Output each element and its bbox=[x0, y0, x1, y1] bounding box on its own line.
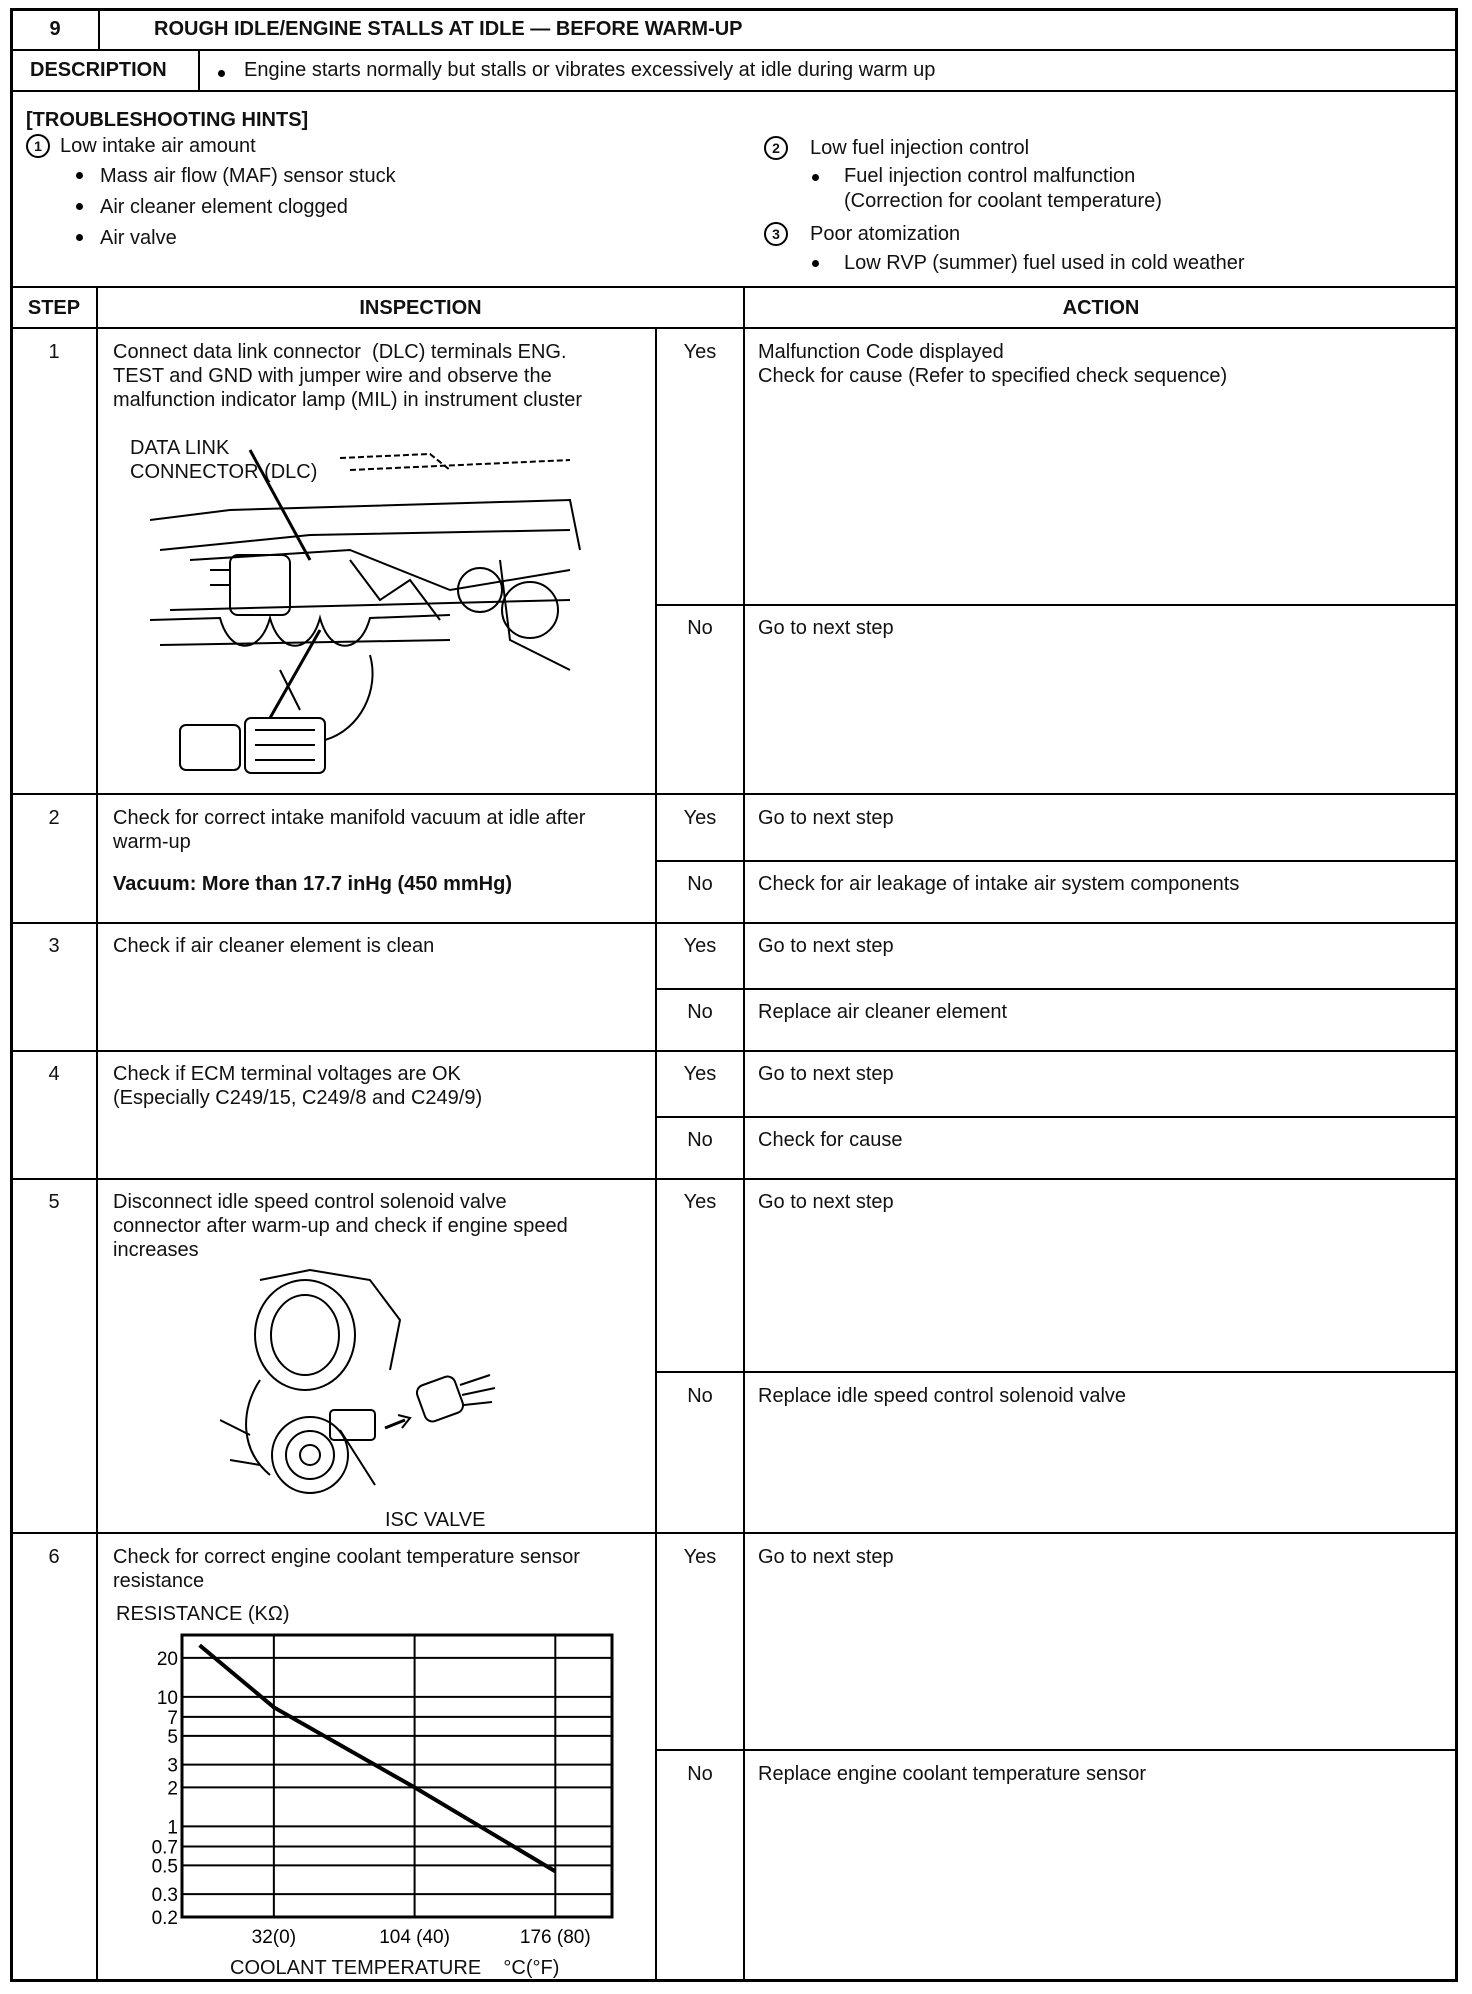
no-label: No bbox=[687, 1001, 713, 1023]
x-tick-label: 176 (80) bbox=[519, 1927, 591, 1948]
y-tick-label: 0.5 bbox=[151, 1856, 178, 1878]
step-number: 4 bbox=[48, 1063, 60, 1085]
step-inspection: Check if ECM terminal voltages are OK (Especially C249/15, C249/8 and C249/9) bbox=[113, 1063, 483, 1109]
step-number: 1 bbox=[48, 341, 60, 363]
rule bbox=[10, 922, 1458, 924]
resistance-curve bbox=[200, 1645, 556, 1871]
column-header-step: STEP bbox=[27, 297, 81, 319]
hint-1-item: Mass air flow (MAF) sensor stuck bbox=[100, 165, 396, 187]
yes-action: Go to next step bbox=[758, 1191, 894, 1213]
bullet-icon bbox=[76, 172, 83, 179]
hints-title: [TROUBLESHOOTING HINTS] bbox=[26, 109, 309, 131]
step-number: 6 bbox=[48, 1546, 60, 1568]
page-title: ROUGH IDLE/ENGINE STALLS AT IDLE — BEFORE WARM-UP bbox=[154, 18, 743, 40]
y-tick-label: 7 bbox=[167, 1707, 178, 1729]
no-label: No bbox=[687, 1129, 713, 1151]
step-number: 3 bbox=[48, 935, 60, 957]
y-tick-label: 10 bbox=[156, 1687, 178, 1709]
rule bbox=[10, 1178, 1458, 1180]
rule bbox=[655, 860, 1458, 862]
yes-label: Yes bbox=[683, 935, 717, 957]
chart-x-axis-label: COOLANT TEMPERATURE °C(°F) bbox=[230, 1957, 560, 1979]
rule bbox=[655, 1371, 1458, 1373]
no-label: No bbox=[687, 873, 713, 895]
hint-2-title: Low fuel injection control bbox=[810, 137, 1030, 159]
rule bbox=[10, 327, 1458, 329]
yes-action: Go to next step bbox=[758, 935, 894, 957]
rule bbox=[10, 1532, 1458, 1534]
y-tick-label: 1 bbox=[167, 1817, 178, 1839]
description-text: Engine starts normally but stalls or vibrates excessively at idle during warm up bbox=[244, 59, 936, 81]
step-inspection: Check for correct intake manifold vacuum at idle after warm-up bbox=[113, 807, 586, 853]
step-number: 5 bbox=[48, 1191, 60, 1213]
bullet-icon bbox=[76, 234, 83, 241]
yes-action: Go to next step bbox=[758, 1546, 894, 1568]
description-label: DESCRIPTION bbox=[30, 59, 167, 81]
x-tick-label: 104 (40) bbox=[379, 1927, 450, 1948]
yes-label: Yes bbox=[683, 1546, 717, 1568]
rule bbox=[655, 327, 657, 1980]
rule bbox=[655, 988, 1458, 990]
y-tick-label: 2 bbox=[167, 1778, 178, 1800]
hint-2-item: Fuel injection control malfunction bbox=[844, 165, 1136, 187]
rule bbox=[743, 286, 745, 1980]
yes-label: Yes bbox=[683, 807, 717, 829]
procedure-number: 9 bbox=[49, 18, 61, 40]
step-inspection: Check if air cleaner element is clean bbox=[113, 935, 435, 957]
no-action: Replace air cleaner element bbox=[758, 1001, 1008, 1023]
bullet-icon bbox=[76, 203, 83, 210]
no-action: Go to next step bbox=[758, 617, 894, 639]
chart-y-axis-label: RESISTANCE (KΩ) bbox=[116, 1603, 290, 1625]
hint-1-item: Air valve bbox=[100, 227, 177, 249]
yes-action: Go to next step bbox=[758, 807, 894, 829]
hint-1-item: Air cleaner element clogged bbox=[100, 196, 348, 218]
resistance-chart bbox=[130, 1625, 650, 1957]
hint-3-item: Low RVP (summer) fuel used in cold weather bbox=[844, 252, 1245, 274]
y-tick-label: 0.3 bbox=[151, 1885, 178, 1907]
rule bbox=[10, 49, 1458, 51]
y-tick-label: 0.2 bbox=[151, 1908, 178, 1929]
bullet-icon bbox=[218, 70, 225, 77]
y-tick-label: 3 bbox=[167, 1755, 178, 1777]
circled-number-icon: 2 bbox=[764, 136, 788, 160]
x-tick-label: 32(0) bbox=[251, 1927, 297, 1948]
bullet-icon bbox=[812, 174, 819, 181]
rule bbox=[98, 8, 100, 50]
border-top bbox=[10, 8, 1458, 11]
rule bbox=[96, 286, 98, 1980]
hint-2-item: (Correction for coolant temperature) bbox=[844, 190, 1162, 212]
no-action: Check for cause bbox=[758, 1129, 903, 1151]
step-number: 2 bbox=[48, 807, 60, 829]
figure-label-isc-valve: ISC VALVE bbox=[385, 1509, 486, 1531]
no-label: No bbox=[687, 1385, 713, 1407]
yes-label: Yes bbox=[683, 341, 717, 363]
column-header-inspection: INSPECTION bbox=[359, 297, 482, 319]
no-action: Replace idle speed control solenoid valve bbox=[758, 1385, 1127, 1407]
rule bbox=[198, 49, 200, 91]
yes-label: Yes bbox=[683, 1191, 717, 1213]
hint-3-title: Poor atomization bbox=[810, 223, 961, 245]
vacuum-spec: Vacuum: More than 17.7 inHg (450 mmHg) bbox=[113, 873, 512, 895]
no-label: No bbox=[687, 1763, 713, 1785]
rule bbox=[655, 1749, 1458, 1751]
step-inspection: Disconnect idle speed control solenoid valve connector after warm-up and check if engine speed increases bbox=[113, 1191, 568, 1261]
circled-number-icon: 1 bbox=[26, 134, 50, 158]
no-action: Check for air leakage of intake air system components bbox=[758, 873, 1240, 895]
isc-valve-figure bbox=[220, 1260, 510, 1510]
rule bbox=[655, 604, 1458, 606]
step-inspection: Connect data link connector (DLC) terminals ENG. TEST and GND with jumper wire and observe the malfunction indicator lamp (MIL) in instrument cluster bbox=[113, 341, 583, 411]
bullet-icon bbox=[812, 260, 819, 267]
y-tick-label: 0.7 bbox=[151, 1837, 178, 1859]
yes-label: Yes bbox=[683, 1063, 717, 1085]
no-label: No bbox=[687, 617, 713, 639]
y-tick-label: 20 bbox=[156, 1648, 178, 1670]
rule bbox=[10, 286, 1458, 288]
rule bbox=[10, 1050, 1458, 1052]
rule bbox=[655, 1116, 1458, 1118]
engine-bay-dlc-figure bbox=[150, 440, 590, 780]
step-inspection: Check for correct engine coolant temperature sensor resistance bbox=[113, 1546, 580, 1592]
figure-label-dlc: DATA LINK CONNECTOR (DLC) bbox=[130, 437, 318, 483]
rule bbox=[10, 90, 1458, 92]
border-bottom bbox=[10, 1979, 1458, 1982]
y-tick-label: 5 bbox=[167, 1726, 178, 1748]
yes-action: Go to next step bbox=[758, 1063, 894, 1085]
rule bbox=[10, 793, 1458, 795]
circled-number-icon: 3 bbox=[764, 222, 788, 246]
yes-action: Malfunction Code displayed Check for cause (Refer to specified check sequence) bbox=[758, 341, 1228, 387]
column-header-action: ACTION bbox=[1062, 297, 1140, 319]
no-action: Replace engine coolant temperature sensor bbox=[758, 1763, 1147, 1785]
hint-1-title: Low intake air amount bbox=[60, 135, 256, 157]
